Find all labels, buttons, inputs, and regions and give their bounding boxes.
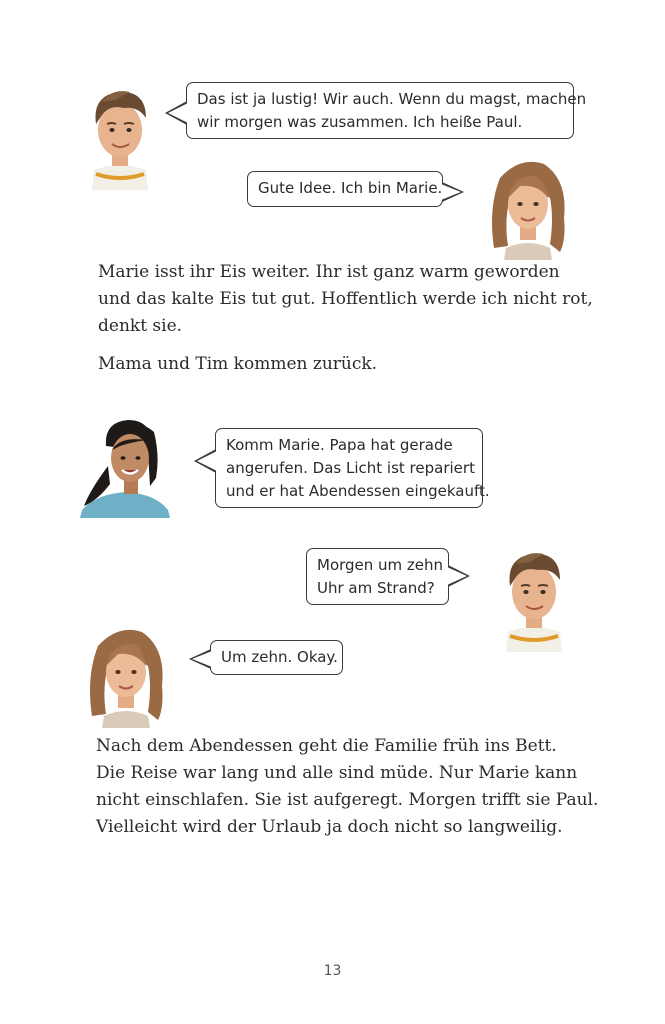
paul-portrait-icon bbox=[72, 78, 168, 190]
marie-portrait-icon bbox=[480, 148, 576, 260]
paul-portrait-icon bbox=[486, 540, 582, 652]
dialogue-line: und er hat Abendessen eingekauft. bbox=[226, 482, 490, 500]
story-line: nicht einschlafen. Sie ist aufgeregt. Morgen trifft sie Paul. bbox=[96, 790, 599, 810]
dialogue-line: Um zehn. Okay. bbox=[221, 648, 338, 666]
speech-bubble-paul-2 bbox=[306, 548, 449, 605]
story-line: denkt sie. bbox=[98, 316, 183, 336]
story-line: Die Reise war lang und alle sind müde. Nur Marie kann bbox=[96, 763, 578, 783]
dialogue-line: Komm Marie. Papa hat gerade bbox=[226, 436, 453, 454]
dialogue-line: angerufen. Das Licht ist repariert bbox=[226, 459, 475, 477]
dialogue-line: Morgen um zehn bbox=[317, 556, 444, 574]
dialogue-line: Gute Idee. Ich bin Marie. bbox=[258, 179, 443, 197]
speech-bubble-paul-1 bbox=[186, 82, 587, 139]
mama-portrait-icon bbox=[76, 406, 176, 518]
story-line: Marie isst ihr Eis weiter. Ihr ist ganz warm geworden bbox=[98, 262, 560, 282]
speech-bubble-marie-2 bbox=[210, 640, 343, 675]
speech-bubble-mama bbox=[215, 428, 490, 508]
story-paragraph bbox=[98, 259, 593, 340]
story-line: Vielleicht wird der Urlaub ja doch nicht so langweilig. bbox=[96, 817, 563, 837]
dialogue-line: Uhr am Strand? bbox=[317, 579, 435, 597]
dialogue-line: Das ist ja lustig! Wir auch. Wenn du magst, machen bbox=[197, 90, 587, 108]
story-line: Mama und Tim kommen zurück. bbox=[98, 354, 378, 374]
story-paragraph bbox=[98, 351, 578, 378]
speech-bubble-marie-1 bbox=[247, 171, 443, 207]
story-line: Nach dem Abendessen geht die Familie früh ins Bett. bbox=[96, 736, 557, 756]
marie-portrait-icon bbox=[78, 616, 174, 728]
page-number: 13 bbox=[323, 963, 342, 979]
story-paragraph bbox=[96, 733, 599, 841]
dialogue-line: wir morgen was zusammen. Ich heiße Paul. bbox=[197, 113, 523, 131]
story-line: und das kalte Eis tut gut. Hoffentlich werde ich nicht rot, bbox=[98, 289, 593, 309]
